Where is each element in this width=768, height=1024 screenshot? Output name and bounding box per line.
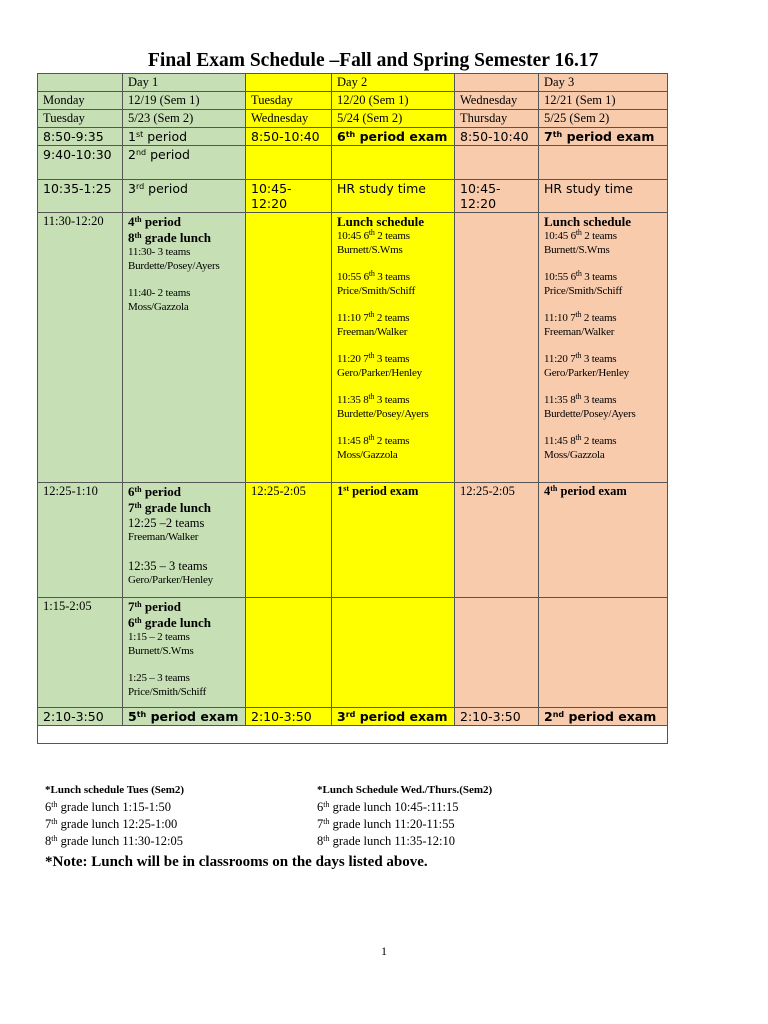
table-cell: Wednesday: [246, 110, 332, 128]
table-row: [38, 92, 668, 110]
lunch-schedule-cell: Lunch schedule 10:45 6th 2 teams Burnett/S.Wms 10:55 6th 3 teams Price/Smith/Schiff 11:10 7th 2 teams Freeman/Walker 11:20 7th 3 teams Gero/Parker/Henley 11:35 8th 3 teams Burdette/Posey/Ayers 11:45 8th 2 teams Moss/Gazzola: [539, 213, 668, 483]
period-cell: 1st period: [123, 128, 246, 146]
table-cell: 5/24 (Sem 2): [332, 110, 455, 128]
period-cell: 3rd period exam: [332, 708, 455, 726]
time-cell: 2:10-3:50: [455, 708, 539, 726]
table-cell: [539, 146, 668, 180]
list-item: 6th grade lunch 10:45-:11:15: [317, 800, 459, 814]
table-row: [38, 146, 668, 180]
table-row: [38, 213, 668, 483]
day3-header: Day 3: [539, 74, 668, 92]
period-cell: HR study time: [332, 180, 455, 213]
table-cell: Monday: [38, 92, 123, 110]
period-cell: 4th period 8th grade lunch 11:30- 3 teams Burdette/Posey/Ayers 11:40- 2 teams Moss/Gazzola: [123, 213, 246, 483]
time-cell: 10:45-12:20: [246, 180, 332, 213]
table-cell: [539, 598, 668, 708]
period-cell: HR study time: [539, 180, 668, 213]
table-cell: [332, 146, 455, 180]
time-cell: 9:40-10:30: [38, 146, 123, 180]
table-cell: [246, 74, 332, 92]
time-cell: 8:50-10:40: [455, 128, 539, 146]
table-cell: Tuesday: [38, 110, 123, 128]
table-cell: [246, 598, 332, 708]
period-cell: 7th period 6th grade lunch 1:15 – 2 teams Burnett/S.Wms 1:25 – 3 teams Price/Smith/Schiff: [123, 598, 246, 708]
table-cell: 5/25 (Sem 2): [539, 110, 668, 128]
time-cell: 1:15-2:05: [38, 598, 123, 708]
wed-thurs-lunch-notes: *Lunch Schedule Wed./Thurs.(Sem2) 6th grade lunch 10:45-:11:15 7th grade lunch 11:20-11:55 8th grade lunch 11:35-12:10: [317, 784, 493, 848]
table-cell: [246, 213, 332, 483]
tues-lunch-notes: *Lunch schedule Tues (Sem2) 6th grade lunch 1:15-1:50 7th grade lunch 12:25-1:00 8th grade lunch 11:30-12:05: [45, 784, 185, 848]
table-cell: Wednesday: [455, 92, 539, 110]
exam-schedule-table: [37, 73, 668, 744]
time-cell: 11:30-12:20: [38, 213, 123, 483]
table-row: [38, 483, 668, 598]
time-cell: 8:50-9:35: [38, 128, 123, 146]
table-cell: [455, 74, 539, 92]
list-item: 6th grade lunch 1:15-1:50: [45, 800, 171, 814]
table-cell: [455, 598, 539, 708]
table-cell: 12/20 (Sem 1): [332, 92, 455, 110]
table-row: [38, 128, 668, 146]
period-cell: 6th period exam: [332, 128, 455, 146]
page-number: 1: [381, 944, 387, 958]
table-cell: 12/21 (Sem 1): [539, 92, 668, 110]
day2-header: Day 2: [332, 74, 455, 92]
time-cell: 10:35-1:25: [38, 180, 123, 213]
time-cell: 2:10-3:50: [246, 708, 332, 726]
period-cell: 7th period exam: [539, 128, 668, 146]
list-item: 7th grade lunch 11:20-11:55: [317, 817, 455, 831]
table-row: [38, 598, 668, 708]
table-cell: [455, 213, 539, 483]
lunch-schedule-cell: Lunch schedule 10:45 6th 2 teams Burnett/S.Wms 10:55 6th 3 teams Price/Smith/Schiff 11:10 7th 2 teams Freeman/Walker 11:20 7th 3 teams Gero/Parker/Henley 11:35 8th 3 teams Burdette/Posey/Ayers 11:45 8th 2 teams Moss/Gazzola: [332, 213, 455, 483]
classroom-lunch-note: *Note: Lunch will be in classrooms on the days listed above.: [45, 854, 428, 870]
list-item: 7th grade lunch 12:25-1:00: [45, 817, 178, 831]
time-cell: 12:25-2:05: [455, 483, 539, 598]
table-cell: [246, 146, 332, 180]
period-cell: 4th period exam: [539, 483, 668, 598]
time-cell: 10:45-12:20: [455, 180, 539, 213]
period-cell: 2nd period: [123, 146, 246, 180]
period-cell: 6th period 7th grade lunch 12:25 –2 teams Freeman/Walker 12:35 – 3 teams Gero/Parker/Henley: [123, 483, 246, 598]
table-cell: Thursday: [455, 110, 539, 128]
period-cell: 3rd period: [123, 180, 246, 213]
table-row: [38, 110, 668, 128]
table-cell: [38, 726, 668, 744]
table-cell: [455, 146, 539, 180]
period-cell: 1st period exam: [332, 483, 455, 598]
table-cell: 5/23 (Sem 2): [123, 110, 246, 128]
table-cell: [38, 74, 123, 92]
table-row: [38, 74, 668, 92]
table-cell: [332, 598, 455, 708]
time-cell: 12:25-1:10: [38, 483, 123, 598]
day1-header: Day 1: [123, 74, 246, 92]
table-row: [38, 726, 668, 744]
time-cell: 12:25-2:05: [246, 483, 332, 598]
period-cell: 5th period exam: [123, 708, 246, 726]
time-cell: 8:50-10:40: [246, 128, 332, 146]
table-row: [38, 708, 668, 726]
table-cell: Tuesday: [246, 92, 332, 110]
time-cell: 2:10-3:50: [38, 708, 123, 726]
period-cell: 2nd period exam: [539, 708, 668, 726]
page-title: Final Exam Schedule –Fall and Spring Semester 16.17: [148, 50, 599, 71]
table-cell: 12/19 (Sem 1): [123, 92, 246, 110]
table-row: [38, 180, 668, 213]
list-item: 8th grade lunch 11:35-12:10: [317, 834, 456, 848]
list-item: 8th grade lunch 11:30-12:05: [45, 834, 184, 848]
